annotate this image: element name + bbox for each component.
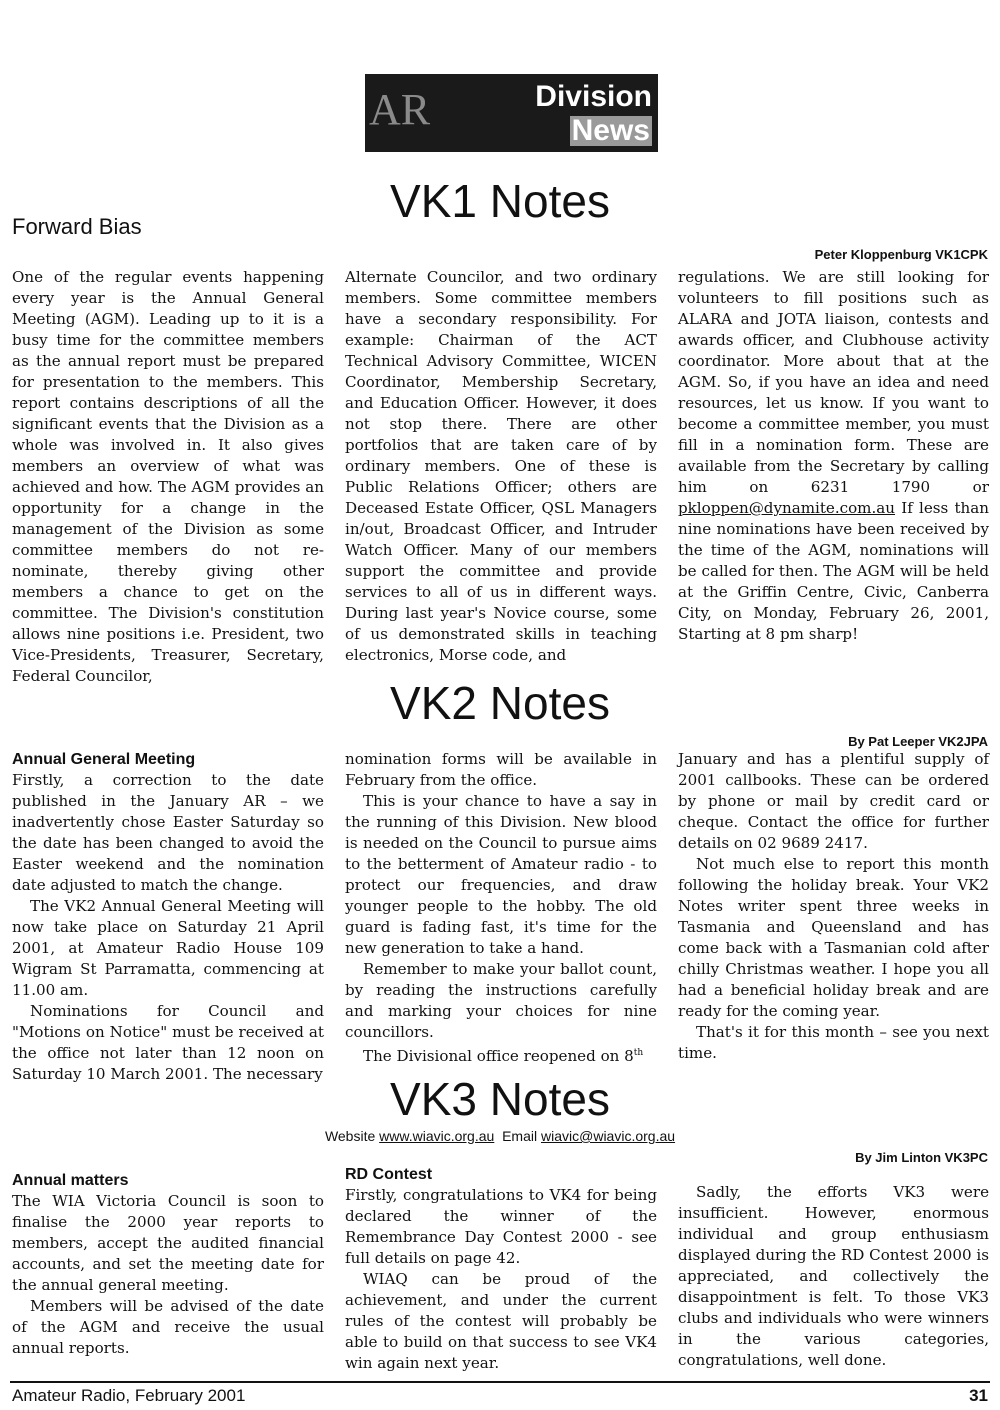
- vk2-col2-p4-text: The Divisional office reopened on 8: [363, 1047, 634, 1066]
- banner-line-1: Division: [535, 80, 652, 113]
- vk1-col3-part-a: regulations. We are still looking for volunteers to fill positions such as ALARA and JOTA liaison, contests and awards officer, and Clubhouse activity coordinator. More about that at the AGM. So, if you have an idea and need resources, let us know. If you want to become a committee member, you must fill in a nomination form. These are available from the Secretary by calling him on 6231 1790 or: [678, 268, 989, 496]
- vk2-col2-p2: This is your chance to have a say in the running of this Division. New blood is needed on the Council to pursue aims to the betterment of Amateur radio - to protect our frequencies, and draw younger people to the hobby. The old guard is fading fast, it's time for the new generation to take a hand.: [345, 792, 657, 957]
- vk2-col2-p3: Remember to make your ballot count, by reading the instructions carefully and marking your choices for nine councillors.: [345, 960, 657, 1041]
- vk2-heading: Annual General Meeting: [12, 751, 196, 768]
- vk3-byline: By Jim Linton VK3PC: [855, 1150, 988, 1165]
- vk3-email-label: Email: [502, 1128, 538, 1144]
- vk3-col2-p1: Firstly, congratulations to VK4 for being declared the winner of the Remembrance Day Contest 2000 - see full details on page 42.: [345, 1186, 657, 1267]
- vk2-byline: By Pat Leeper VK2JPA: [848, 734, 988, 749]
- vk1-col1-text: One of the regular events happening every year is the Annual General Meeting (AGM). Leading up to it is a busy time for the committee members as the annual report must be prepared for presentation to the members. This report contains descriptions of all the significant events that the Division as a whole was involved in. It also gives members an overview of what was achieved and how. The AGM provides an opportunity for a change in the management of the Division as some committee members do not re-nominate, thereby giving other members a chance to get on the committee. The Division's constitution allows nine positions i.e. President, two Vice-Presidents, Treasurer, Secretary, Federal Councilor,: [12, 268, 324, 685]
- vk2-col1-p1: Firstly, a correction to the date published in the January AR – we inadvertently chose Easter Saturday so the date has been changed to avoid the Easter weekend and the nomination date adjusted to match the change.: [12, 771, 324, 894]
- vk3-title: VK3 Notes: [390, 1073, 610, 1125]
- vk3-col2-p2: WIAQ can be proud of the achievement, and under the current rules of the contest will probably be able to build on that success to see VK4 win again next year.: [345, 1270, 657, 1372]
- vk1-col3-text: [678, 267, 989, 645]
- vk3-column-2: [345, 1165, 657, 1374]
- vk1-title: VK1 Notes: [390, 175, 610, 227]
- vk2-column-2: [345, 749, 657, 1067]
- vk3-col1-p1: The WIA Victoria Council is soon to finalise the 2000 year reports to members, accept the audited financial accounts, and set the meeting date for the annual general meeting.: [12, 1192, 324, 1294]
- vk2-col1-p3: Nominations for Council and "Motions on Notice" must be received at the office not later than 12 noon on Saturday 10 March 2001. The necessary: [12, 1002, 324, 1083]
- banner-line-2: News: [571, 114, 650, 147]
- vk3-email-link[interactable]: wiavic@wiavic.org.au: [541, 1128, 676, 1144]
- vk2-col2-p1: nomination forms will be available in February from the office.: [345, 750, 657, 789]
- vk2-col3-p3: That's it for this month – see you next time.: [678, 1023, 989, 1062]
- vk3-heading-annual: Annual matters: [12, 1172, 129, 1189]
- footer-publication: Amateur Radio, February 2001: [12, 1386, 246, 1405]
- vk3-website-link[interactable]: www.wiavic.org.au: [379, 1128, 495, 1144]
- vk2-col3-p1: January and has a plentiful supply of 2001 callbooks. These can be ordered by phone or mail by credit card or cheque. Contact the office for further details on 02 9689 2417.: [678, 750, 989, 852]
- footer-rule: [10, 1381, 990, 1383]
- vk3-heading-rd-contest: RD Contest: [345, 1166, 433, 1183]
- vk1-column-1: [12, 267, 324, 687]
- vk1-kicker: Forward Bias: [12, 214, 142, 239]
- vk3-column-1: [12, 1171, 324, 1359]
- vk2-column-1: [12, 750, 324, 1085]
- vk2-col2-p4-sup: th: [633, 1048, 644, 1058]
- vk1-column-3: [678, 267, 989, 645]
- vk1-byline: Peter Kloppenburg VK1CPK: [814, 247, 988, 262]
- vk2-column-3: [678, 749, 989, 1064]
- vk2-title: VK2 Notes: [390, 677, 610, 729]
- page-number: 31: [969, 1386, 988, 1405]
- vk3-column-3: [678, 1182, 989, 1371]
- vk1-col3-part-b: If less than nine nominations have been received by the time of the AGM, nominations will be called for then. The AGM will be held at the Griffin Centre, Civic, Canberra City, on Monday, February 26, 2001, Starting at 8 pm sharp!: [678, 499, 989, 643]
- vk1-column-2: [345, 267, 657, 666]
- vk1-col2-text: Alternate Councilor, and two ordinary members. Some committee members have a secondary responsibility. For example: Chairman of the ACT Technical Advisory Committee, WICEN Coordinator, Membership Secretary, and Education Officer. However, it does not stop there. There are other portfolios that are taken care of by ordinary members. One of these is Public Relations Officer; others are Deceased Estate Officer, QSL Managers in/out, Broadcast Officer, and Intruder Watch Officer. Many of our members support the committee and provide services to all of us in different ways. During last year's Novice course, some of us demonstrated skills in teaching electronics, Morse code, and: [345, 268, 657, 664]
- ar-logo: AR: [369, 85, 431, 134]
- vk1-email-link[interactable]: pkloppen@dynamite.com.au: [678, 499, 896, 517]
- vk3-contact-line: [0, 1128, 1000, 1144]
- vk3-col1-p2: Members will be advised of the date of the AGM and receive the usual annual reports.: [12, 1297, 324, 1357]
- vk2-col2-p4: [345, 1043, 657, 1067]
- vk3-col3-p1: Sadly, the efforts VK3 were insufficient. However, enormous individual and group enthusiasm displayed during the RD Contest 2000 is appreciated, and collectively the disappointment is felt. To those VK3 clubs and individuals who were winners in the various categories, congratulations, well done.: [678, 1183, 989, 1369]
- vk2-col3-p2: Not much else to report this month following the holiday break. Your VK2 Notes writer spent three weeks in Tasmania and Queensland and has come back with a Tasmanian cold after chilly Christmas weather. I hope you all had a beneficial holiday break and are ready for the coming year.: [678, 855, 989, 1020]
- division-news-banner: [365, 74, 658, 152]
- vk3-website-label: Website: [324, 1128, 376, 1144]
- vk2-col1-p2: The VK2 Annual General Meeting will now take place on Saturday 21 April 2001, at Amateur Radio House 109 Wigram St Parramatta, commencing at 11.00 am.: [12, 897, 324, 999]
